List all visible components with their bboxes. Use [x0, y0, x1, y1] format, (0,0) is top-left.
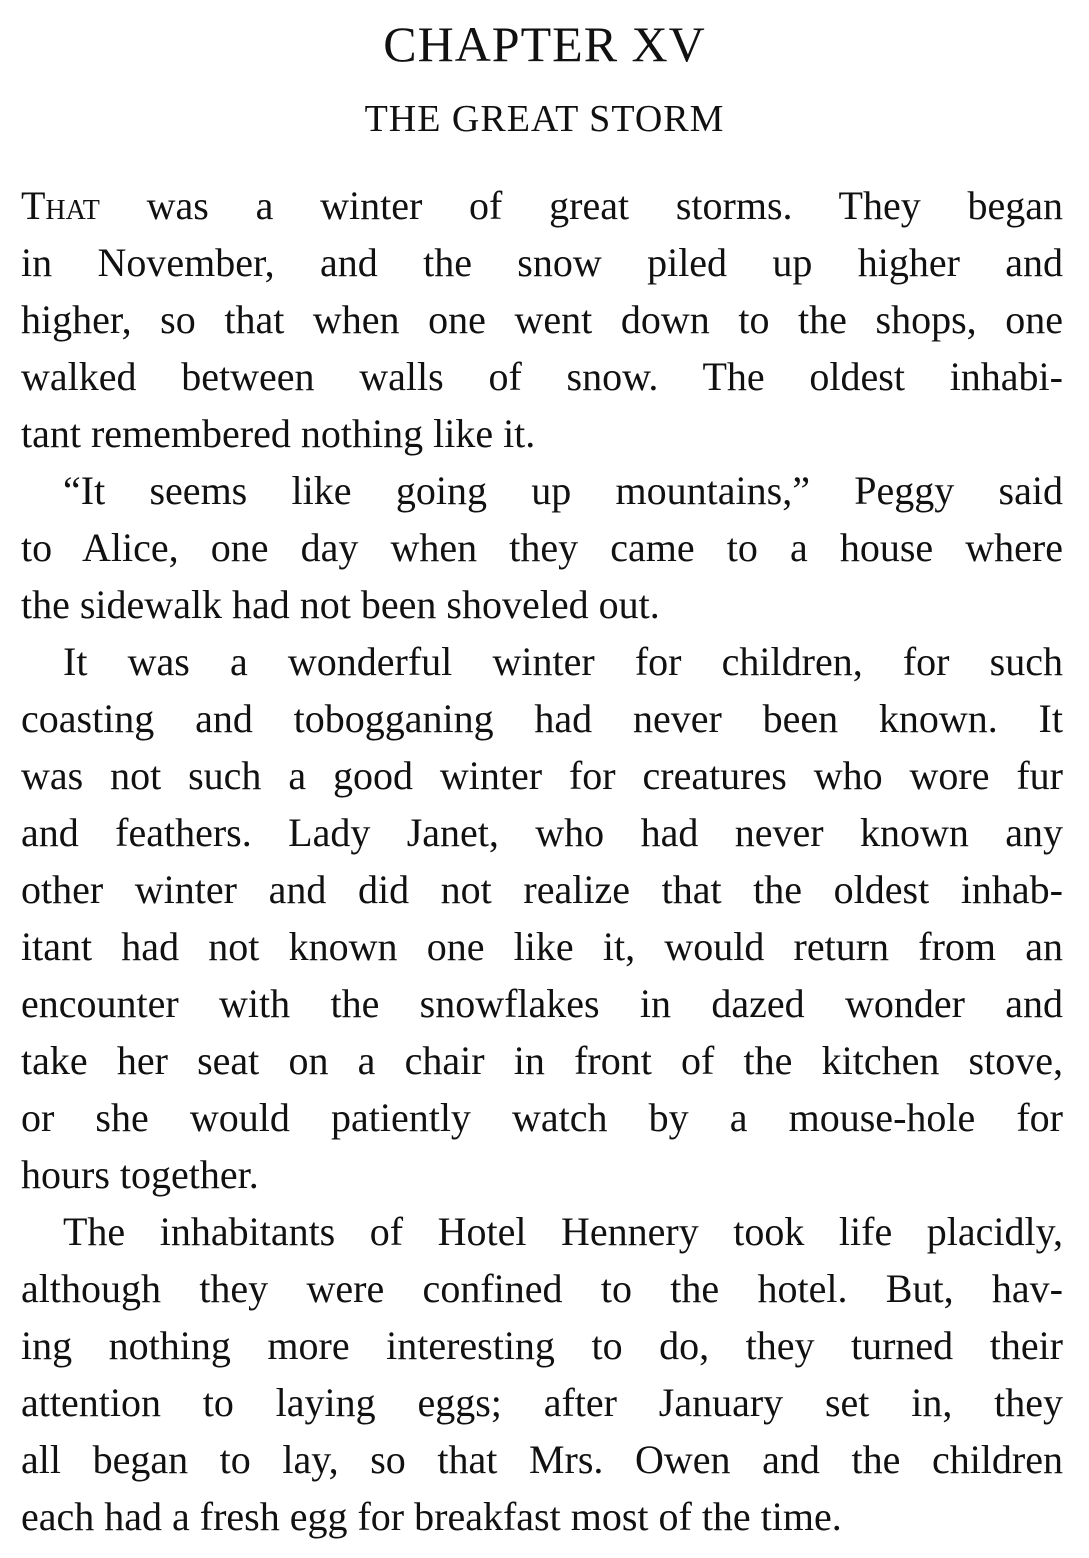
text-line: was not such a good winter for creatures who wore fur [21, 753, 1063, 798]
text-line: and feathers. Lady Janet, who had never known any [21, 810, 1063, 855]
text-line: although they were confined to the hotel. But, hav- [21, 1266, 1063, 1311]
drop-word: That [21, 183, 100, 228]
text-line: other winter and did not realize that the oldest inhab- [21, 867, 1063, 912]
text-line: walked between walls of snow. The oldest inhabi- [21, 354, 1063, 399]
text-line: The inhabitants of Hotel Hennery took life placidly, [63, 1209, 1063, 1254]
chapter-body [21, 177, 1063, 1545]
text-line: each had a fresh egg for breakfast most of the time. [21, 1494, 842, 1539]
text-line: or she would patiently watch by a mouse-hole for [21, 1095, 1063, 1140]
text-line [21, 177, 1063, 234]
text-line: hours together. [21, 1152, 259, 1197]
text-line: in November, and the snow piled up higher and [21, 240, 1063, 285]
text-line: encounter with the snowflakes in dazed wonder and [21, 981, 1063, 1026]
text-line: tant remembered nothing like it. [21, 411, 536, 456]
text-line: all began to lay, so that Mrs. Owen and the children [21, 1437, 1063, 1482]
text-line: “It seems like going up mountains,” Peggy said [63, 468, 1063, 513]
text-line: It was a wonderful winter for children, for such [63, 639, 1063, 684]
text-line: attention to laying eggs; after January set in, they [21, 1380, 1063, 1425]
text-line: itant had not known one like it, would return from an [21, 924, 1063, 969]
text-line: the sidewalk had not been shoveled out. [21, 582, 660, 627]
chapter-number: CHAPTER XV [383, 16, 706, 72]
line-text: was a winter of great storms. They began [99, 183, 1063, 228]
text-line: higher, so that when one went down to the shops, one [21, 297, 1063, 342]
text-line: take her seat on a chair in front of the kitchen stove, [21, 1038, 1063, 1083]
text-line: ing nothing more interesting to do, they turned their [21, 1323, 1063, 1368]
text-line: to Alice, one day when they came to a house where [21, 525, 1063, 570]
text-line: coasting and tobogganing had never been known. It [21, 696, 1063, 741]
chapter-title: THE GREAT STORM [364, 98, 725, 140]
